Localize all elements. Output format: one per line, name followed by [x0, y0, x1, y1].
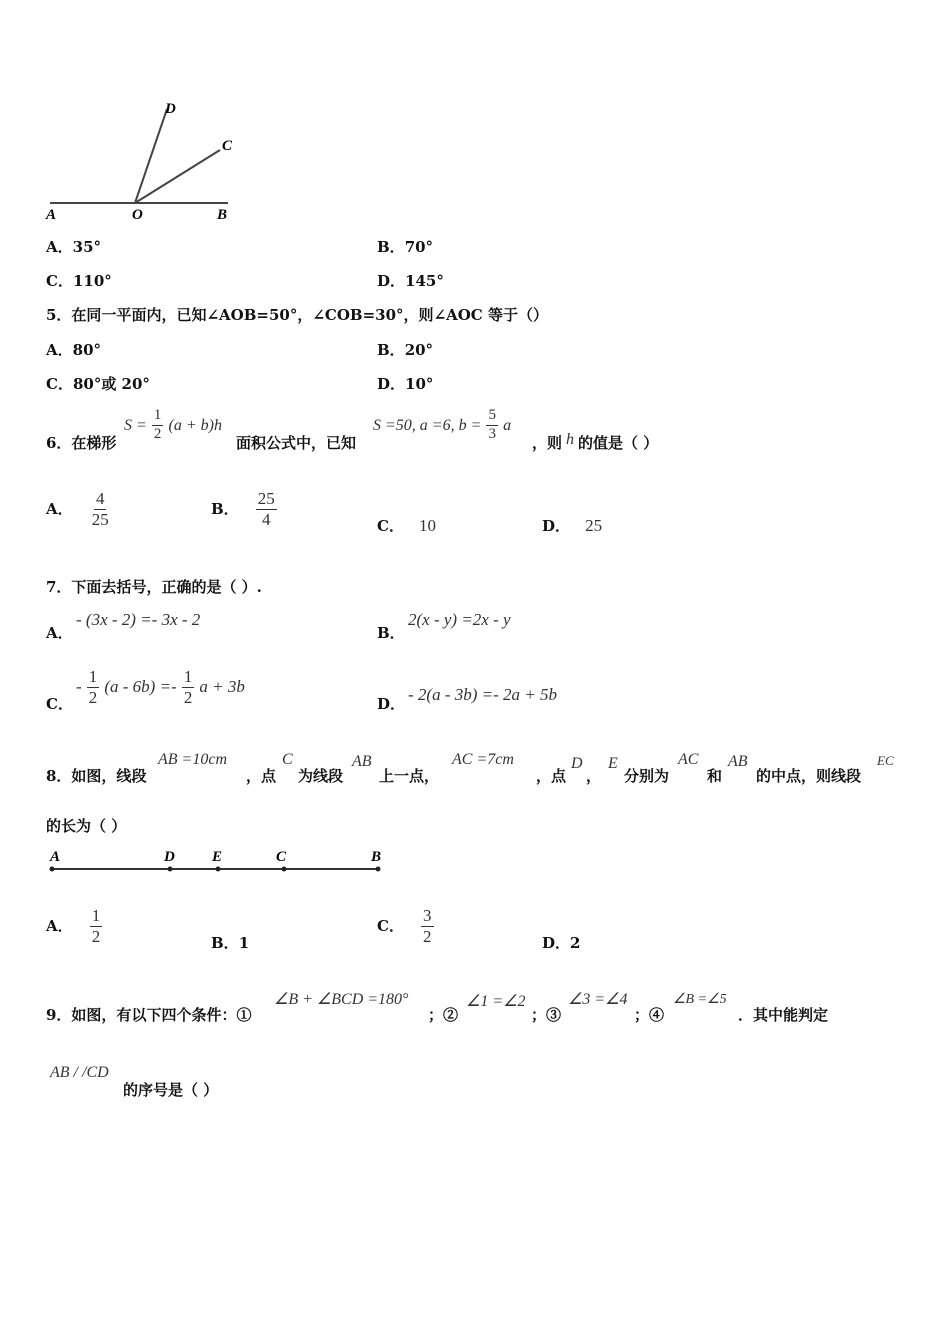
- q8-math-ac2: AC: [678, 751, 699, 768]
- q6-option-b[interactable]: B． $\frac{25}{4}$: [211, 489, 275, 529]
- q8-math-ab3: AB: [728, 753, 748, 770]
- q5-stem: 5．在同一平面内，已知∠AOB=50°，∠COB=30°，则∠AOC 等于（）: [46, 306, 548, 324]
- q8-math-d: D: [571, 755, 583, 772]
- q8-math-ec: EC: [877, 753, 894, 768]
- q9-text-2: ；②: [428, 1006, 459, 1024]
- q8-option-c[interactable]: C． $\frac{3}{2}$: [377, 906, 432, 946]
- q8-text-6: ，: [586, 767, 602, 785]
- q8-math-c: C: [282, 751, 293, 768]
- q6-formula: S = $\frac{1}{2}$ (a + b)h: [124, 407, 222, 442]
- q6-var-h: h: [566, 431, 574, 448]
- q7-option-a-label[interactable]: A．: [46, 624, 73, 642]
- q7-option-b-label[interactable]: B．: [377, 624, 405, 642]
- label-A: A: [50, 849, 61, 865]
- q9-text-5: ．其中能判定: [738, 1006, 829, 1024]
- q7-stem: 7．下面去括号，正确的是（ ）.: [46, 578, 262, 596]
- label-B: B: [371, 849, 382, 865]
- q8-option-b[interactable]: B．1: [211, 934, 250, 952]
- angle-figure: [40, 95, 250, 225]
- fraction: $\frac{4}{25}$: [91, 489, 109, 529]
- q9-cond-3: ∠3 =∠4: [568, 991, 628, 1008]
- label-E: E: [212, 849, 223, 865]
- q4-option-d[interactable]: D．145°: [377, 272, 444, 290]
- q8-text-2: ，点: [246, 767, 277, 785]
- fraction: $\frac{5}{3}$: [488, 407, 496, 442]
- q9-text-6: 的序号是（ ）: [123, 1081, 219, 1099]
- q8-text-1: 8．如图，线段: [46, 767, 147, 785]
- fraction: $\frac{1}{2}$: [88, 667, 98, 707]
- fraction: $\frac{25}{4}$: [257, 489, 275, 529]
- q7-option-b[interactable]: 2(x - y) =2x - y: [408, 610, 511, 629]
- q8-text-9: 的中点，则线段: [756, 767, 862, 785]
- q8-text-7: 分别为: [624, 767, 670, 785]
- q6-option-c[interactable]: C． 10: [377, 516, 437, 535]
- label-O: O: [132, 207, 143, 223]
- q9-text-4: ；④: [634, 1006, 665, 1024]
- q6-stem-tail: 的值是（ ）: [578, 434, 659, 452]
- label-C: C: [276, 849, 287, 865]
- q4-option-a[interactable]: A．35°: [46, 238, 102, 256]
- q8-math-ab2: AB: [352, 753, 372, 770]
- q7-option-c-label[interactable]: C．: [46, 695, 73, 713]
- q9-text-3: ；③: [531, 1006, 562, 1024]
- label-A: A: [46, 207, 57, 223]
- q4-option-b[interactable]: B．70°: [377, 238, 434, 256]
- label-B: B: [217, 207, 228, 223]
- q9-cond-4: ∠B =∠5: [673, 992, 727, 1007]
- q5-option-c[interactable]: C．80°或 20°: [46, 375, 150, 393]
- q6-option-a[interactable]: A． $\frac{4}{25}$: [46, 489, 109, 529]
- q7-option-c[interactable]: - $\frac{1}{2}$ (a - 6b) =- $\frac{1}{2}$ a + 3b: [76, 667, 245, 707]
- q8-math-ab: AB =10cm: [158, 751, 227, 768]
- q9-math-parallel: AB / /CD: [50, 1064, 109, 1081]
- q8-text-8: 和: [707, 767, 723, 785]
- q5-option-b[interactable]: B．20°: [377, 341, 434, 359]
- q8-text-line2: 的长为（ ）: [46, 817, 127, 835]
- q6-option-d[interactable]: D． 25: [542, 516, 603, 535]
- q9-cond-2: ∠1 =∠2: [466, 993, 526, 1010]
- q6-stem-mid2: ，则: [532, 434, 563, 452]
- q4-option-c[interactable]: C．110°: [46, 272, 112, 290]
- q7-option-d[interactable]: - 2(a - 3b) =- 2a + 5b: [408, 685, 557, 704]
- q6-stem-mid1: 面积公式中，已知: [236, 434, 357, 452]
- q8-option-a[interactable]: A． $\frac{1}{2}$: [46, 906, 101, 946]
- fraction: $\frac{3}{2}$: [423, 906, 432, 946]
- label-D: D: [164, 849, 175, 865]
- label-C: C: [222, 138, 233, 154]
- q6-stem-num: 6．在梯形: [46, 434, 117, 452]
- q7-option-d-label[interactable]: D．: [377, 695, 406, 713]
- segment-figure: [44, 845, 394, 881]
- q8-text-5: ，点: [536, 767, 567, 785]
- q9-cond-1: ∠B + ∠BCD =180°: [274, 991, 409, 1008]
- q5-option-d[interactable]: D．10°: [377, 375, 434, 393]
- q9-text-1: 9．如图，有以下四个条件：①: [46, 1006, 252, 1024]
- label-D: D: [165, 101, 176, 117]
- q8-text-4: 上一点，: [379, 767, 440, 785]
- q8-math-ac: AC =7cm: [452, 751, 514, 768]
- q8-math-e: E: [608, 755, 618, 772]
- q8-text-3: 为线段: [298, 767, 344, 785]
- fraction: $\frac{1}{2}$: [183, 667, 193, 707]
- fraction: $\frac{1}{2}$: [153, 407, 162, 442]
- fraction: $\frac{1}{2}$: [91, 906, 101, 946]
- q8-option-d[interactable]: D．2: [542, 934, 581, 952]
- q7-option-a[interactable]: - (3x - 2) =- 3x - 2: [76, 610, 201, 629]
- q5-option-a[interactable]: A．80°: [46, 341, 102, 359]
- q6-given: S =50, a =6, b = $\frac{5}{3}$ a: [373, 407, 512, 442]
